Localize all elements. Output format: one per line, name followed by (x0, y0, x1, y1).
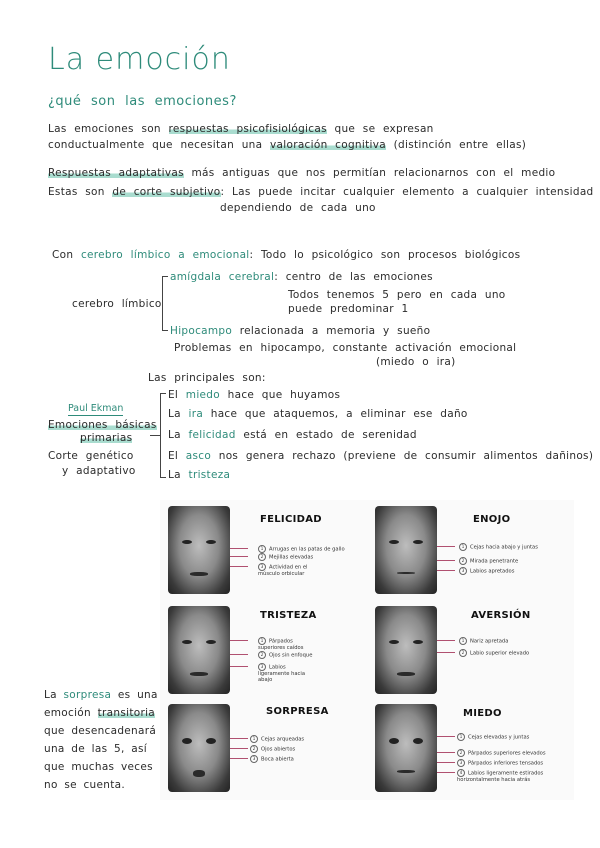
intro-line-2: conductualmente que necesitan una valoración cognitiva (distinción entre ellas) (48, 139, 527, 151)
panel-aversion (367, 602, 572, 698)
page-title: La emoción (48, 42, 231, 77)
panel-label: 1 Nariz apretada (459, 637, 569, 645)
panel-sorpresa (160, 700, 365, 796)
adapt-line-3: dependiendo de cada uno (220, 202, 376, 214)
panel-miedo (367, 700, 572, 796)
adapt-line-2: Estas son de corte subjetivo: Las puede incitar cualquier elemento a cualquier intensidad (48, 186, 594, 198)
section-question: ¿qué son las emociones? (48, 94, 237, 109)
limbic-brace (162, 276, 163, 330)
panel-label: 1 Cejas elevadas y juntas (457, 733, 567, 741)
limbic-label: cerebro límbico (72, 298, 162, 310)
hipocampo-line-2: Problemas en hipocampo, constante activación emocional (174, 342, 517, 354)
principales-heading: Las principales son: (148, 372, 266, 384)
panel-label: 3 Boca abierta (250, 755, 360, 763)
panel-felicidad (160, 502, 365, 598)
panel-label: 1 Cejas hacia abajo y juntas (459, 543, 569, 551)
hipocampo-line: Hipocampo relacionada a memoria y sueño (170, 325, 431, 337)
face-photo (375, 606, 437, 694)
panel-label: 1 Párpados superiores caídos (258, 638, 304, 651)
face-photo (168, 704, 230, 792)
panel-label: 2 Mirada penetrante (459, 557, 569, 565)
panel-label: 3 Labios apretados (459, 567, 569, 575)
panel-title: ENOJO (473, 514, 511, 525)
panel-label: 2 Labio superior elevado (459, 649, 569, 657)
panel-title: SORPRESA (266, 706, 329, 717)
amigdala-line-2: Todos tenemos 5 pero en cada uno (288, 289, 506, 301)
highlight-subjetivo: de corte subjetivo (112, 186, 221, 198)
panel-label: 2 Mejillas elevadas (258, 553, 368, 561)
highlight-valoracion: valoración cognitiva (270, 139, 386, 151)
brace-tick (160, 477, 166, 478)
face-photo (168, 606, 230, 694)
panel-label: 3 Párpados inferiores tensados (457, 759, 567, 767)
panel-title: MIEDO (463, 708, 502, 719)
emotion-item: La tristeza (168, 469, 231, 481)
panel-label: 1 Arrugas en las patas de gallo (258, 545, 368, 553)
author-label: Paul Ekman (68, 403, 124, 414)
highlight-respuestas: respuestas psicofisiológicas (168, 123, 327, 135)
brace-tick (162, 276, 168, 277)
emotion-item: La ira hace que ataquemos, a eliminar ese daño (168, 408, 468, 420)
panel-enojo (367, 502, 572, 598)
panel-title: TRISTEZA (260, 610, 317, 621)
adapt-line-1: Respuestas adaptativas más antiguas que nos permitían relacionarnos con el medio (48, 167, 556, 179)
panel-label: 2 Ojos abiertos (250, 745, 360, 753)
brace-tick (150, 435, 160, 436)
amigdala-line-3: puede predominar 1 (288, 303, 409, 315)
amigdala-line: amígdala cerebral: centro de las emociones (170, 271, 433, 283)
panel-title: FELICIDAD (260, 514, 322, 525)
emotion-item: La felicidad está en estado de serenidad (168, 429, 417, 441)
sorpresa-note: La sorpresa es una emoción transitoria que desencadenará una de las 5, así que muchas veces no se cuenta. (44, 689, 158, 791)
basic-line-1: Emociones básicas (48, 419, 157, 431)
brace-tick (160, 393, 166, 394)
emotion-item: El miedo hace que huyamos (168, 389, 341, 401)
face-photo (375, 506, 437, 594)
corte-line-1: Corte genético (48, 450, 134, 462)
hipocampo-line-3: (miedo o ira) (376, 356, 456, 368)
panel-label: 4 Labios ligeramente estirados horizontalmente hacia atrás (457, 770, 544, 783)
principales-brace (160, 393, 161, 477)
face-photo (168, 506, 230, 594)
emotion-faces-figure (160, 500, 574, 800)
emotion-item: El asco nos genera rechazo (previene de consumir alimentos dañinos) (168, 450, 594, 462)
corte-line-2: y adaptativo (62, 465, 136, 477)
panel-label: 1 Cejas arqueadas (250, 735, 360, 743)
panel-label: 2 Ojos sin enfoque (258, 651, 368, 659)
panel-label: 3 Actividad en el músculo orbicular (258, 564, 308, 577)
panel-label: 3 Labios ligeramente hacia abajo (258, 664, 306, 683)
highlight-adaptativas: Respuestas adaptativas (48, 167, 184, 179)
intro-line-1: Las emociones son respuestas psicofisiológicas que se expresan (48, 123, 434, 135)
limbic-line: Con cerebro límbico a emocional: Todo lo psicológico son procesos biológicos (52, 249, 521, 261)
panel-title: AVERSIÓN (471, 610, 531, 621)
panel-label: 2 Párpados superiores elevados (457, 749, 567, 757)
brace-tick (162, 330, 168, 331)
face-photo (375, 704, 437, 792)
panel-tristeza (160, 602, 365, 698)
basic-line-2: primarias (80, 432, 133, 444)
